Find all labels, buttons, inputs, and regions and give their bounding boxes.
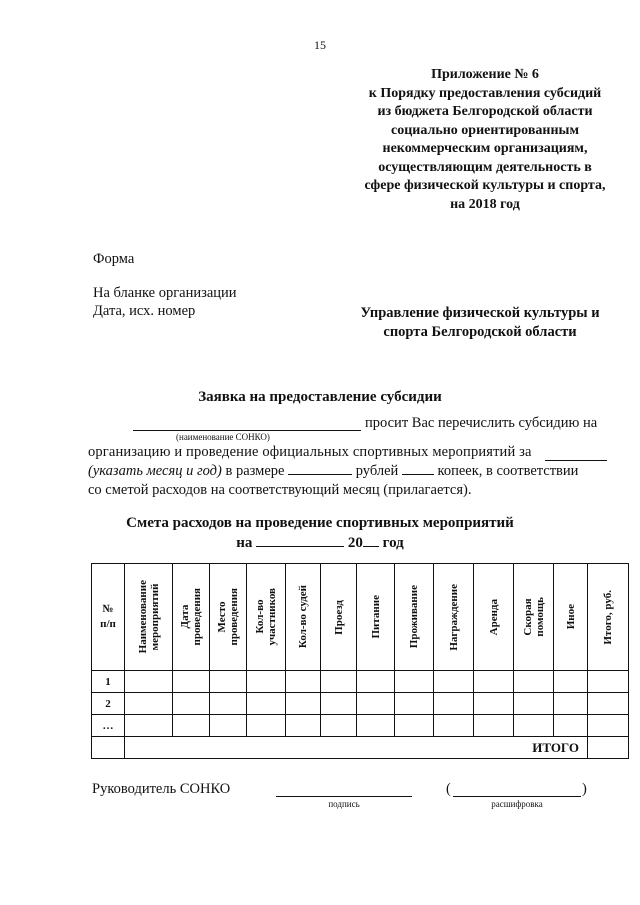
addressee-line: спорта Белгородской области bbox=[383, 324, 577, 340]
letterhead-date-line: Дата, исх. номер bbox=[93, 303, 196, 319]
table-cell bbox=[474, 671, 514, 693]
request-title: Заявка на предоставление субсидии bbox=[198, 389, 442, 405]
table-cell bbox=[92, 737, 125, 759]
row-number: … bbox=[92, 715, 125, 737]
header-text: Проезд bbox=[332, 599, 345, 635]
rubles-blank bbox=[288, 462, 352, 475]
table-cell bbox=[247, 693, 286, 715]
column-header bbox=[434, 564, 474, 671]
total-label: ИТОГО bbox=[125, 737, 588, 759]
rubles-label: рублей bbox=[355, 463, 399, 479]
page-number: 15 bbox=[314, 38, 326, 52]
header-text: Место bbox=[216, 601, 228, 633]
appendix-line: Приложение № 6 bbox=[431, 67, 539, 82]
header-text: проведения bbox=[228, 588, 240, 646]
estimate-period bbox=[0, 533, 640, 552]
table-cell bbox=[588, 671, 629, 693]
header-text: Скорая bbox=[521, 598, 534, 636]
estimate-title: Смета расходов на проведение спортивных мероприятий bbox=[126, 515, 514, 531]
amount-prefix: в размере bbox=[225, 463, 285, 479]
organization-name-blank bbox=[133, 416, 361, 431]
signatory-label: Руководитель СОНКО bbox=[92, 781, 231, 797]
kopecks-label: копеек, в соответствии bbox=[437, 463, 579, 479]
request-text-line: просит Вас перечислить субсидию на bbox=[365, 415, 598, 431]
header-text: Наименование bbox=[136, 580, 149, 654]
table-cell bbox=[554, 693, 588, 715]
total-value-cell bbox=[588, 737, 629, 759]
name-decode-caption: расшифровка bbox=[491, 799, 543, 809]
column-header bbox=[286, 564, 321, 671]
table-cell bbox=[395, 715, 434, 737]
header-text: Кол-во bbox=[254, 600, 266, 634]
name-decode-blank bbox=[453, 779, 581, 797]
column-header bbox=[321, 564, 357, 671]
signature-caption: подпись bbox=[328, 799, 360, 809]
table-cell bbox=[286, 693, 321, 715]
table-cell bbox=[514, 671, 554, 693]
table-cell bbox=[588, 693, 629, 715]
close-parenthesis: ) bbox=[582, 781, 587, 797]
table-cell bbox=[357, 693, 395, 715]
table-cell bbox=[247, 715, 286, 737]
appendix-line: к Порядку предоставления субсидий bbox=[368, 85, 602, 101]
column-header bbox=[357, 564, 395, 671]
table-cell bbox=[173, 671, 210, 693]
table-cell bbox=[357, 671, 395, 693]
table-cell bbox=[247, 671, 286, 693]
estimate-period-suffix: год bbox=[382, 535, 404, 551]
estimate-year-blank bbox=[363, 533, 379, 547]
header-text: помощь bbox=[533, 597, 546, 637]
header-text: Итого, руб. bbox=[602, 589, 614, 645]
table-cell bbox=[514, 715, 554, 737]
header-text: Аренда bbox=[487, 598, 500, 636]
request-text-line: организацию и проведение официальных спортивных мероприятий за bbox=[88, 444, 532, 460]
table-cell bbox=[210, 693, 247, 715]
appendix-line: социально ориентированным bbox=[391, 122, 579, 138]
appendix-line: на 2018 год bbox=[450, 196, 520, 212]
request-amount-line bbox=[88, 462, 578, 481]
table-cell bbox=[434, 715, 474, 737]
table-cell bbox=[395, 693, 434, 715]
header-text: участников bbox=[266, 588, 278, 646]
header-text: Награждение bbox=[447, 583, 460, 651]
organization-name-caption: (наименование СОНКО) bbox=[176, 432, 270, 442]
table-cell bbox=[554, 715, 588, 737]
column-header bbox=[554, 564, 588, 671]
header-text: № bbox=[102, 603, 114, 615]
table-cell bbox=[286, 715, 321, 737]
table-cell bbox=[125, 671, 173, 693]
table-cell bbox=[321, 693, 357, 715]
header-text: Питание bbox=[369, 595, 382, 639]
column-header bbox=[173, 564, 210, 671]
table-header-row bbox=[92, 564, 629, 671]
column-header bbox=[125, 564, 173, 671]
header-text: Проживание bbox=[408, 585, 420, 649]
header-text: п/п bbox=[100, 618, 116, 630]
table-cell bbox=[125, 715, 173, 737]
kopecks-blank bbox=[402, 462, 434, 475]
table-cell bbox=[173, 715, 210, 737]
appendix-line: сфере физической культуры и спорта, bbox=[364, 178, 606, 193]
row-number: 1 bbox=[92, 671, 125, 693]
month-year-blank bbox=[545, 447, 607, 461]
table-cell bbox=[474, 693, 514, 715]
table-cell bbox=[210, 715, 247, 737]
addressee-line: Управление физической культуры и bbox=[360, 305, 600, 321]
appendix-line: некоммерческим организациям, bbox=[382, 141, 588, 156]
form-label: Форма bbox=[93, 251, 135, 267]
table-cell bbox=[395, 671, 434, 693]
column-header bbox=[210, 564, 247, 671]
total-row bbox=[92, 737, 629, 759]
column-header bbox=[588, 564, 629, 671]
header-text: Кол-во судей bbox=[297, 585, 309, 649]
table-cell bbox=[321, 671, 357, 693]
table-cell bbox=[321, 715, 357, 737]
appendix-line: осуществляющим деятельность в bbox=[378, 159, 592, 175]
header-text: мероприятий bbox=[148, 583, 161, 651]
column-header bbox=[395, 564, 434, 671]
appendix-heading bbox=[320, 66, 640, 214]
appendix-line: из бюджета Белгородской области bbox=[377, 104, 593, 119]
expense-table bbox=[91, 563, 629, 759]
table-cell bbox=[514, 693, 554, 715]
header-text: проведения bbox=[191, 588, 203, 646]
table-cell bbox=[286, 671, 321, 693]
table-cell bbox=[357, 715, 395, 737]
table-cell bbox=[125, 693, 173, 715]
table-cell bbox=[554, 671, 588, 693]
table-cell bbox=[210, 671, 247, 693]
column-header bbox=[514, 564, 554, 671]
column-header bbox=[247, 564, 286, 671]
estimate-period-prefix: на bbox=[236, 535, 253, 551]
column-header bbox=[474, 564, 514, 671]
letterhead-line: На бланке организации bbox=[93, 285, 237, 301]
header-text: Дата bbox=[179, 605, 191, 629]
estimate-month-blank bbox=[256, 533, 344, 547]
table-row bbox=[92, 715, 629, 737]
addressee bbox=[330, 304, 630, 342]
table-row bbox=[92, 693, 629, 715]
header-text: Иное bbox=[564, 604, 577, 630]
row-number: 2 bbox=[92, 693, 125, 715]
row-number-header bbox=[92, 564, 125, 671]
open-parenthesis: ( bbox=[446, 781, 451, 797]
table-cell bbox=[434, 671, 474, 693]
signature-blank bbox=[276, 779, 412, 797]
table-cell bbox=[173, 693, 210, 715]
table-row bbox=[92, 671, 629, 693]
table-cell bbox=[434, 693, 474, 715]
table-cell bbox=[474, 715, 514, 737]
request-text-line: со сметой расходов на соответствующий месяц (прилагается). bbox=[88, 482, 472, 498]
estimate-year: 20 bbox=[347, 535, 363, 551]
table-cell bbox=[588, 715, 629, 737]
month-year-hint: (указать месяц и год) bbox=[88, 463, 222, 479]
